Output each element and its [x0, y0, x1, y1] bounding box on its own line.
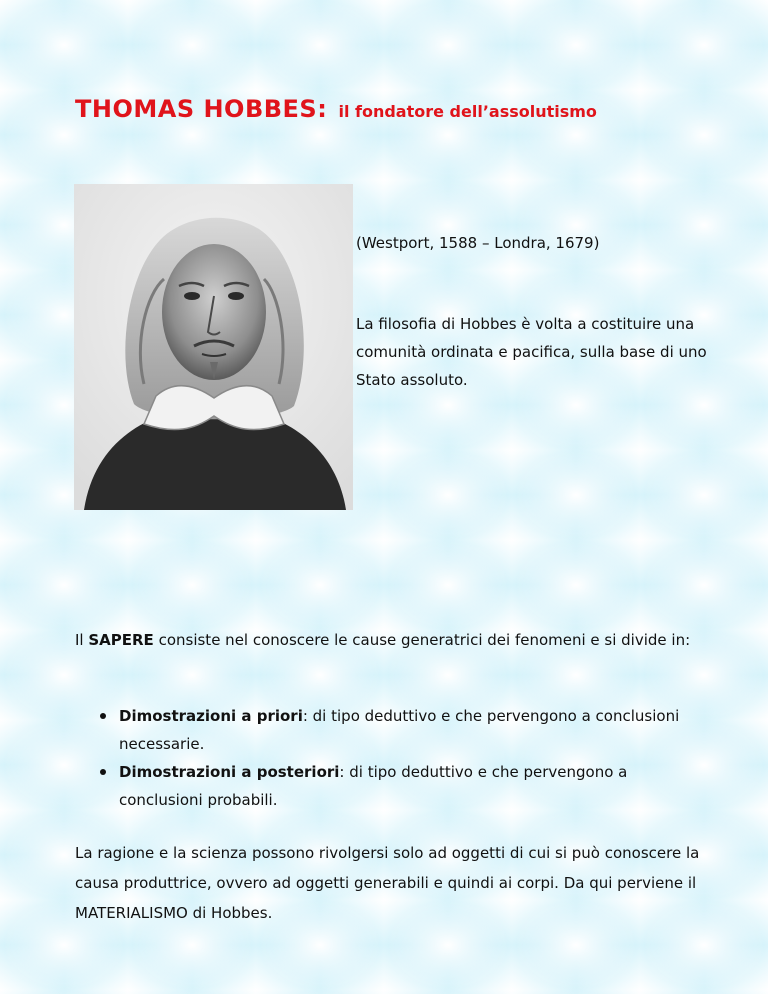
list-item	[100, 702, 700, 758]
knowledge-keyword: SAPERE	[88, 631, 154, 649]
demonstration-list	[100, 702, 700, 814]
knowledge-intro-rest: consiste nel conoscere le cause generatrici dei fenomeni e si divide in:	[153, 631, 691, 649]
list-item-text: : di tipo deduttivo e che pervengono a conclusioni probabili.	[119, 763, 628, 809]
list-item	[100, 758, 700, 814]
knowledge-intro-prefix: Il	[75, 631, 89, 649]
list-item-term: Dimostrazioni a priori	[119, 707, 303, 725]
bullet-icon	[100, 769, 106, 775]
title-name: THOMAS HOBBES:	[75, 95, 328, 123]
list-item-term: Dimostrazioni a posteriori	[119, 763, 340, 781]
bullet-icon	[100, 713, 106, 719]
materialism-paragraph: La ragione e la scienza possono rivolgersi solo ad oggetti di cui si può conoscere la causa produttrice, ovvero ad oggetti generabili e quindi ai corpi. Da qui perviene il MATERIALISMO di Hobbes.	[75, 844, 700, 922]
knowledge-intro	[75, 626, 695, 654]
portrait-image	[74, 184, 353, 510]
philosophy-summary: La filosofia di Hobbes è volta a costituire una comunità ordinata e pacifica, sulla base di uno Stato assoluto.	[356, 315, 707, 389]
page-title	[75, 90, 597, 122]
life-dates: (Westport, 1588 – Londra, 1679)	[356, 234, 600, 252]
list-item-text: : di tipo deduttivo e che pervengono a conclusioni necessarie.	[119, 707, 680, 753]
title-subtitle: il fondatore dell’assolutismo	[338, 102, 597, 121]
